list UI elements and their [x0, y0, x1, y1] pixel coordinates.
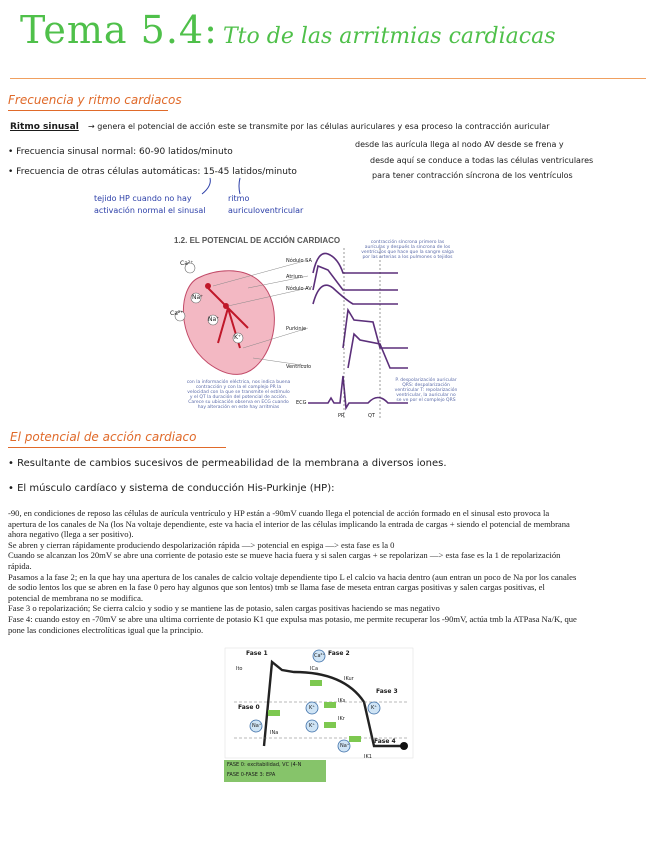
body-paragraph [8, 508, 640, 635]
figure2-note-2: FASE 0-FASE 3: EPA [227, 772, 276, 778]
para-line: pone las condiciones electrolíticas igual que la principio. [8, 624, 204, 635]
phase-0-label: Fase 0 [238, 704, 260, 711]
figure2-drawing [224, 642, 414, 782]
para-line: potencial de membrana no se modifica. [8, 592, 144, 603]
para-line: apertura de los canales de Na (los Na voltaje dependiente, este va hacia el interior de las células implicando la entrada de cargas + siendo el potencial de membrana [8, 518, 570, 529]
notes-arrows [190, 176, 260, 200]
ion-label-5: K⁺ [234, 334, 242, 341]
heart-shape [183, 271, 274, 375]
phase-4-label: Fase 4 [374, 738, 396, 745]
ion-na-1: Na⁺ [252, 723, 262, 729]
label-atrium: Atrium [286, 274, 303, 280]
note-left-1: tejido HP cuando no hay [94, 194, 192, 203]
para-line: Fase 3 o repolarización; Se cierra calcio y sodio y se mantiene las de potasio, salen cargas positivas haciendo se mas negativo [8, 603, 440, 614]
title-rest: Tto de las arritmias cardiacas [222, 24, 556, 49]
note-right-1: ritmo [228, 194, 250, 203]
current-ina: INa [270, 730, 279, 736]
para-line: Pasamos a la fase 2; en la que hay una apertura de los canales de calcio voltaje dependiente tipo L el calcio va hacia dentro (aun entran un poco de Na por los canales [8, 571, 577, 582]
label-qt: QT [368, 413, 375, 419]
figure1-caption-right: P. despolarización auricular QRS: despolarización ventricular T: repolarización ventricular, la auricular no se ve por el complejo QRS [394, 378, 458, 403]
note-right-2: auriculoventricular [228, 206, 304, 215]
ion-label-3: Ca²⁺ [170, 310, 184, 317]
note-left-2: activación normal el sinusal [94, 206, 206, 215]
current-ik1: IK1 [364, 754, 372, 760]
title-main: Tema 5.4: [20, 8, 218, 52]
para-line: rápida. [8, 560, 32, 571]
ion-label-4: Na⁺ [208, 316, 220, 323]
phase-3-label: Fase 3 [376, 688, 398, 695]
label-purkinje: Purkinje [286, 326, 307, 332]
bullet-other-rate: • Frecuencia de otras células automáticas: 15-45 latidos/minuto [8, 167, 297, 177]
action-potential-figure [168, 230, 458, 420]
ion-k-1: K⁺ [309, 705, 315, 711]
ap-trace-av [313, 285, 398, 304]
ap-trace-atrium [313, 266, 398, 290]
current-iks: IKs [338, 698, 346, 704]
section2-heading: El potencial de acción cardiaco [10, 430, 197, 444]
current-ikr: IKr [338, 716, 345, 722]
para-line: -90, en condiciones de reposo las células de aurícula ventrículo y HP están a -90mV cuando llega el potencial de acción formado en el sinusal esto provoca la [8, 508, 550, 518]
bullet-permeability: • Resultante de cambios sucesivos de permeabilidad de la membrana a diversos iones. [8, 458, 447, 469]
rhythm-text: → genera el potencial de acción este se transmite por las células auriculares y esa proceso la contracción auricular [88, 122, 550, 131]
bullet-sinus-rate: • Frecuencia sinusal normal: 60-90 latidos/minuto [8, 147, 233, 157]
label-av-node: Nódulo AV [286, 286, 312, 292]
rhythm-text-line3: desde aquí se conduce a todas las células ventriculares [370, 156, 594, 165]
ion-label-2: Na⁺ [192, 294, 204, 301]
figure1-title: 1.2. EL POTENCIAL DE ACCIÓN CARDIACO [174, 236, 341, 245]
rhythm-text-line4: para tener contracción síncrona de los ventrículos [372, 171, 573, 180]
bullet-sinus-rate-text: Frecuencia sinusal normal: 60-90 latidos/minuto [16, 147, 233, 157]
phase-1-label: Fase 1 [246, 650, 268, 657]
ion-label-1: Ca²⁺ [180, 260, 194, 267]
sa-node [205, 283, 211, 289]
bullet-muscle: • El músculo cardíaco y sistema de conducción His-Purkinje (HP): [8, 483, 335, 494]
section2-underline [8, 447, 226, 448]
para-line: de sodio lentos los que se abren en la fase 0 pero hay algunos que son lentos) tmb se llama fase de meseta entran cargas positivas y salen cargas positivas, el [8, 582, 545, 593]
ion-k-3: K⁺ [371, 705, 377, 711]
rhythm-label: Ritmo sinusal [10, 122, 79, 132]
figure1-caption-left: con la información eléctrica, nos indica buena contracción y con la el complejo PR la velocidad con la que se transmite el estímulo y el QT la duración del potencial de acción. Carece su ubicación observa en ECG cuando hay alteración en este hay arritmias [186, 380, 291, 410]
para-line: Fase 4: cuando estoy en -70mV se abre una ultima corriente de potasio K1 que expulsa mas potasio, me permite recuperar los -90mV, actúa tmb la ATPasa Na/K, que [8, 613, 577, 624]
current-ito: Ito [236, 666, 243, 672]
phase-2-label: Fase 2 [328, 650, 350, 657]
label-sa-node: Nódulo SA [286, 258, 312, 264]
ion-na-2: Na⁺ [340, 743, 350, 749]
section1-underline [8, 110, 168, 111]
para-line: Se abren y cierran rápidamente produciendo despolarización rápida —> potencial en espiga —> esta fase es la 0 [8, 539, 395, 550]
page-title [20, 8, 556, 52]
bullet-other-rate-text: Frecuencia de otras células automáticas: 15-45 latidos/minuto [16, 167, 297, 177]
bullet-permeability-text: Resultante de cambios sucesivos de permeabilidad de la membrana a diversos iones. [17, 458, 447, 469]
label-ecg: ECG [296, 400, 307, 406]
bullet-muscle-text: El músculo cardíaco y sistema de conducción His-Purkinje (HP): [17, 483, 335, 494]
ecg-trace [308, 376, 408, 408]
label-pr: PR [338, 413, 345, 419]
para-line: ahora negativo (llega a ser positivo). [8, 529, 134, 540]
label-ventricle: Ventrículo [286, 364, 312, 370]
ion-ca: Ca²⁺ [314, 653, 326, 659]
rhythm-text-line2: desde las aurícula llega al nodo AV desde se frena y [355, 140, 564, 149]
ion-k-2: K⁺ [309, 723, 315, 729]
figure2-note: FASE 0: excitabilidad, VC (4-N [227, 762, 302, 768]
current-ikur: IKur [344, 676, 354, 682]
current-ica: ICa [310, 666, 319, 672]
para-line: Cuando se alcanzan los 20mV se abre una corriente de potasio este se mueve hacia fuera y si salen cargas + se repolarizan —> esta fase es la 1 de repolarización [8, 550, 561, 561]
figure1-caption-top: contracción síncrona primero las aurículas y después la síncrona de los ventrículos que hace que la sangre salga por las arterias a los pulmones o tejidos [361, 240, 454, 260]
ion-channel-figure [224, 642, 414, 782]
section1-heading: Frecuencia y ritmo cardiacos [8, 93, 182, 107]
title-divider [10, 78, 646, 79]
